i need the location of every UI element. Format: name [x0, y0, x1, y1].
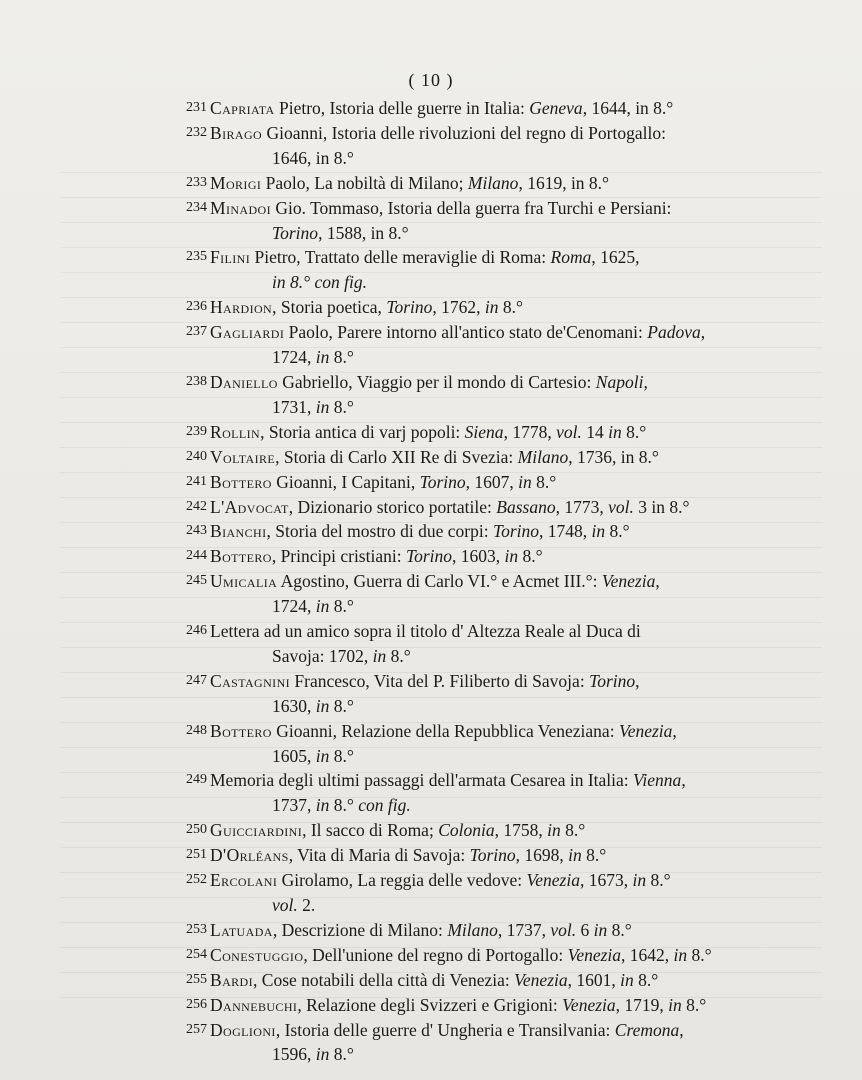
text-segment: Gioanni, Relazione della Repubblica Veneziana:: [271, 720, 619, 741]
text-segment: 2.: [297, 895, 316, 915]
entry-number: 242: [186, 498, 207, 514]
text-segment: , 1758,: [494, 820, 548, 841]
author-name: D'Orléans: [210, 845, 289, 866]
catalogue-entry: [188, 569, 820, 619]
catalogue-entry: [188, 495, 820, 520]
italic-text: Venezia: [514, 969, 568, 990]
text-segment: , 1698,: [515, 845, 569, 866]
italic-text: vol.: [608, 496, 634, 517]
catalogue-entry: [188, 445, 820, 470]
text-segment: 1731,: [272, 396, 316, 417]
italic-text: Torino: [469, 845, 516, 866]
entry-text: [210, 569, 820, 594]
italic-text: Bassano: [496, 496, 556, 517]
entry-continuation: [210, 793, 820, 818]
entry-text: [210, 420, 820, 445]
text-segment: Savoja: 1702,: [272, 645, 373, 666]
text-segment: ,: [672, 720, 677, 741]
entry-continuation: [210, 221, 820, 246]
italic-text: Vienna: [633, 770, 682, 791]
text-segment: Lettera ad un amico sopra il titolo d' Altezza Reale al Duca di: [210, 621, 641, 642]
entry-number: 250: [186, 822, 207, 838]
entry-text: [210, 943, 820, 968]
text-segment: Gabriello, Viaggio per il mondo di Cartesio:: [277, 371, 596, 392]
italic-text: Siena: [464, 421, 504, 442]
entry-text: [210, 295, 820, 320]
entry-continuation: [210, 644, 820, 669]
text-segment: , 1644, in 8.°: [582, 98, 674, 118]
entry-text: [210, 843, 820, 868]
author-name: Bottero: [210, 720, 272, 741]
entry-number: 233: [186, 174, 207, 190]
author-name: Rollin: [210, 421, 261, 442]
text-segment: , Dell'unione del regno di Portogallo:: [303, 944, 568, 965]
entry-text: [210, 868, 820, 893]
text-segment: , 1625,: [591, 247, 640, 268]
entry-number: 237: [186, 324, 207, 340]
entry-number: 243: [186, 523, 207, 539]
catalogue-entry: [188, 918, 820, 943]
italic-text: Venezia: [601, 571, 656, 592]
entry-number: 249: [186, 772, 207, 788]
entry-text: [210, 245, 820, 270]
text-segment: ,: [679, 1019, 684, 1040]
author-name: L'Advocat: [210, 496, 289, 517]
entry-text: [210, 470, 820, 495]
text-segment: Pietro, Istoria delle guerre in Italia:: [274, 98, 530, 118]
author-name: Dannebuchi: [210, 994, 298, 1015]
text-segment: ,: [700, 322, 706, 343]
text-segment: 1605,: [272, 745, 316, 766]
italic-text: Milano: [467, 172, 519, 193]
text-segment: 8.°: [518, 546, 543, 567]
text-segment: 8.°: [329, 695, 354, 716]
italic-text: con fig.: [358, 795, 411, 816]
author-name: Conestuggio: [210, 944, 304, 965]
italic-text: Torino: [405, 546, 453, 567]
italic-text: in: [668, 994, 682, 1015]
italic-text: Torino: [419, 471, 466, 492]
entry-number: 235: [186, 249, 207, 265]
text-segment: 8.°: [329, 347, 354, 368]
author-name: Bottero: [210, 546, 272, 567]
text-segment: 1646, in 8.°: [272, 147, 354, 168]
italic-text: in: [315, 745, 330, 766]
text-segment: 8.°: [531, 471, 557, 492]
italic-text: in: [372, 645, 387, 666]
entry-text: [210, 370, 820, 395]
text-segment: , Principi cristiani:: [271, 546, 406, 567]
italic-text: Torino: [492, 521, 540, 542]
italic-text: in: [504, 546, 519, 567]
entry-text: [210, 1018, 820, 1043]
italic-text: in: [591, 521, 606, 542]
italic-text: Napoli: [595, 371, 644, 392]
entry-number: 253: [186, 921, 207, 937]
text-segment: 1596,: [272, 1044, 316, 1065]
entry-text: [210, 544, 820, 569]
entry-continuation: [210, 146, 820, 171]
italic-text: Venezia: [567, 944, 622, 965]
entry-number: 240: [186, 448, 207, 464]
italic-text: in: [518, 471, 532, 492]
catalogue-entry: [188, 245, 820, 295]
text-segment: , 1601,: [567, 969, 621, 990]
text-segment: , 1642,: [621, 944, 674, 965]
italic-text: in: [608, 421, 622, 442]
catalogue-entry: [188, 519, 820, 544]
entry-text: [210, 171, 820, 196]
text-segment: Paolo, Parere intorno all'antico stato de'Cenomani:: [284, 322, 648, 343]
text-segment: 3 in 8.°: [633, 496, 690, 517]
entry-number: 241: [186, 473, 207, 489]
entry-number: 252: [186, 872, 207, 888]
entry-number: 246: [186, 623, 207, 639]
italic-text: in: [568, 845, 582, 866]
italic-text: vol.: [272, 895, 298, 915]
text-segment: 8.°: [329, 745, 354, 766]
entry-text: [210, 445, 820, 470]
text-segment: 8.°: [607, 919, 632, 940]
text-segment: 8.°: [329, 1044, 354, 1065]
italic-text: Torino: [386, 297, 433, 318]
entry-continuation: [210, 345, 820, 370]
entry-number: 236: [186, 299, 207, 315]
page-number: ( 10 ): [408, 70, 454, 90]
text-segment: Gioanni, I Capitani,: [271, 471, 420, 492]
catalogue-entry: [188, 544, 820, 569]
text-segment: , 1619, in 8.°: [518, 172, 610, 193]
entry-number: 257: [186, 1021, 207, 1037]
italic-text: Venezia: [562, 994, 616, 1015]
catalogue-entry: [188, 818, 820, 843]
entry-text: [210, 768, 820, 793]
author-name: Birago: [210, 122, 263, 143]
entry-text: [210, 719, 820, 744]
italic-text: Milano: [517, 446, 569, 467]
entry-continuation: [210, 893, 820, 918]
text-segment: , 1737,: [497, 919, 551, 940]
text-segment: 8.°: [329, 795, 359, 816]
entry-text: [210, 993, 820, 1018]
author-name: Umicalia: [210, 571, 278, 592]
text-segment: 8.°: [498, 297, 523, 318]
entry-number: 248: [186, 722, 207, 738]
italic-text: Padova: [647, 322, 701, 343]
text-segment: Paolo, La nobiltà di Milano;: [261, 172, 468, 193]
entry-number: 245: [186, 573, 207, 589]
author-name: Minadoi: [210, 197, 272, 218]
author-name: Hardion: [210, 297, 273, 318]
text-segment: , Storia antica di varj popoli:: [260, 421, 465, 442]
entry-text: [210, 96, 820, 121]
catalogue-entry: [188, 719, 820, 769]
text-segment: 8.°: [633, 969, 659, 990]
catalogue-entry: [188, 121, 820, 171]
text-segment: 1724,: [272, 596, 316, 617]
italic-text: Roma: [550, 247, 592, 268]
italic-text: in: [620, 969, 634, 990]
catalogue-entry: [188, 843, 820, 868]
italic-text: in: [547, 820, 561, 841]
text-segment: , Relazione degli Svizzeri e Grigioni:: [297, 994, 563, 1015]
catalogue-entry: [188, 868, 820, 918]
catalogue-entry: [188, 370, 820, 420]
text-segment: 8.°: [560, 820, 586, 841]
text-segment: , Descrizione di Milano:: [272, 919, 448, 940]
catalogue-entry: [188, 619, 820, 669]
italic-text: Colonia: [438, 820, 495, 841]
text-segment: 8.°: [646, 870, 671, 891]
italic-text: in: [593, 919, 608, 940]
entry-text: [210, 918, 820, 943]
italic-text: Venezia: [618, 720, 673, 741]
text-segment: , 1719,: [615, 994, 669, 1015]
text-segment: , 1778,: [503, 421, 557, 442]
catalogue-entry: [188, 993, 820, 1018]
text-segment: ,: [655, 571, 660, 592]
catalogue-entry: [188, 669, 820, 719]
text-segment: 8.°: [329, 396, 354, 417]
italic-text: Venezia: [526, 870, 580, 891]
italic-text: in: [315, 596, 330, 617]
text-segment: , Storia del mostro di due corpi:: [266, 521, 493, 542]
text-segment: , Cose notabili della città di Venezia:: [253, 969, 515, 990]
italic-text: Torino: [272, 222, 319, 243]
entry-number: 232: [186, 124, 207, 140]
entry-number: 244: [186, 548, 207, 564]
author-name: Capriata: [210, 98, 275, 118]
text-segment: 1737,: [272, 795, 316, 816]
catalogue-entry: [188, 420, 820, 445]
catalogue-entry: [188, 1018, 820, 1068]
text-segment: 8.°: [687, 944, 712, 965]
text-segment: 8.°: [621, 421, 647, 442]
text-segment: 1724,: [272, 347, 316, 368]
catalogue-entry: [188, 196, 820, 246]
italic-text: in: [632, 870, 647, 891]
entry-continuation: [210, 270, 820, 295]
italic-text: in: [673, 944, 688, 965]
italic-text: in: [315, 347, 330, 368]
italic-text: Geneva: [529, 98, 583, 118]
text-segment: , Istoria delle guerre d' Ungheria e Transilvania:: [275, 1019, 615, 1040]
author-name: Guicciardini: [210, 820, 303, 841]
entry-number: 251: [186, 847, 207, 863]
text-segment: 8.°: [386, 645, 411, 666]
text-segment: 14: [581, 421, 609, 442]
text-segment: 8.°: [329, 596, 354, 617]
entry-continuation: [210, 744, 820, 769]
italic-text: in: [315, 1044, 330, 1065]
entry-text: [210, 495, 820, 520]
catalogue-entry: [188, 768, 820, 818]
entry-continuation: [210, 1042, 820, 1067]
text-segment: ,: [643, 371, 648, 392]
text-segment: , 1603,: [452, 546, 505, 567]
author-name: Bottero: [210, 471, 272, 492]
author-name: Morigi: [210, 172, 262, 193]
italic-text: in: [315, 695, 330, 716]
entry-number: 234: [186, 199, 207, 215]
author-name: Ercolani: [210, 870, 278, 891]
entry-continuation: [210, 395, 820, 420]
entry-continuation: [210, 594, 820, 619]
italic-text: in 8.° con fig.: [272, 272, 367, 293]
catalogue-entry: [188, 320, 820, 370]
entry-number: 255: [186, 971, 207, 987]
text-segment: , 1588, in 8.°: [318, 222, 409, 243]
author-name: Filini: [210, 247, 251, 268]
text-segment: Girolamo, La reggia delle vedove:: [277, 870, 527, 891]
entry-text: [210, 196, 820, 221]
catalogue-entry: [188, 968, 820, 993]
text-segment: ,: [635, 670, 640, 691]
text-segment: , Vita di Maria di Savoja:: [288, 845, 470, 866]
author-name: Voltaire: [210, 446, 276, 467]
italic-text: in: [484, 297, 499, 318]
italic-text: Torino: [589, 670, 636, 691]
text-segment: Gio. Tommaso, Istoria della guerra fra Turchi e Persiani:: [271, 197, 672, 218]
text-segment: Memoria degli ultimi passaggi dell'armata Cesarea in Italia:: [210, 770, 634, 791]
author-name: Doglioni: [210, 1019, 276, 1040]
text-segment: , 1762,: [432, 297, 485, 318]
entry-text: [210, 968, 820, 993]
text-segment: , Dizionario storico portatile:: [288, 496, 497, 517]
text-segment: Gioanni, Istoria delle rivoluzioni del regno di Portogallo:: [262, 122, 666, 143]
catalogue-entry: [188, 171, 820, 196]
author-name: Latuada: [210, 919, 273, 940]
catalogue-entry: [188, 470, 820, 495]
entry-text: [210, 818, 820, 843]
text-segment: , 1736, in 8.°: [568, 446, 659, 467]
italic-text: vol.: [556, 421, 582, 442]
italic-text: vol.: [550, 919, 577, 940]
catalogue-entries: [188, 96, 820, 1067]
text-segment: 1630,: [272, 695, 316, 716]
catalogue-entry: [188, 96, 820, 121]
author-name: Daniello: [210, 371, 278, 392]
author-name: Gagliardi: [210, 322, 285, 343]
text-segment: , Storia di Carlo XII Re di Svezia:: [275, 446, 518, 467]
text-segment: Francesco, Vita del P. Filiberto di Savoja:: [290, 670, 590, 691]
text-segment: 8.°: [605, 521, 630, 542]
entry-text: [210, 121, 820, 146]
text-segment: , 1673,: [579, 870, 633, 891]
italic-text: Milano: [447, 919, 498, 940]
entry-number: 254: [186, 946, 207, 962]
italic-text: in: [315, 795, 330, 816]
text-segment: ,: [681, 770, 686, 791]
text-segment: , 1773,: [555, 496, 609, 517]
catalogue-entry: [188, 943, 820, 968]
text-segment: Pietro, Trattato delle meraviglie di Roma:: [250, 247, 551, 268]
entry-text: [210, 669, 820, 694]
text-segment: , Storia poetica,: [272, 297, 387, 318]
catalogue-entry: [188, 295, 820, 320]
text-segment: 8.°: [581, 845, 607, 866]
entry-number: 239: [186, 423, 207, 439]
italic-text: in: [315, 396, 330, 417]
text-segment: , Il sacco di Roma;: [302, 820, 439, 841]
entry-number: 256: [186, 996, 207, 1012]
entry-number: 247: [186, 672, 207, 688]
entry-text: [210, 519, 820, 544]
entry-continuation: [210, 694, 820, 719]
author-name: Bardi: [210, 969, 254, 990]
text-segment: 8.°: [681, 994, 707, 1015]
entry-text: [210, 320, 820, 345]
author-name: Bianchi: [210, 521, 267, 542]
author-name: Castagnini: [210, 670, 291, 691]
entry-number: 238: [186, 373, 207, 389]
text-segment: , 1748,: [539, 521, 592, 542]
entry-number: 231: [186, 100, 207, 115]
text-segment: Agostino, Guerra di Carlo VI.° e Acmet III.°:: [277, 571, 602, 592]
text-segment: , 1607,: [465, 471, 519, 492]
entry-text: [210, 619, 820, 644]
text-segment: 6: [576, 919, 594, 940]
italic-text: Cremona: [614, 1019, 680, 1040]
